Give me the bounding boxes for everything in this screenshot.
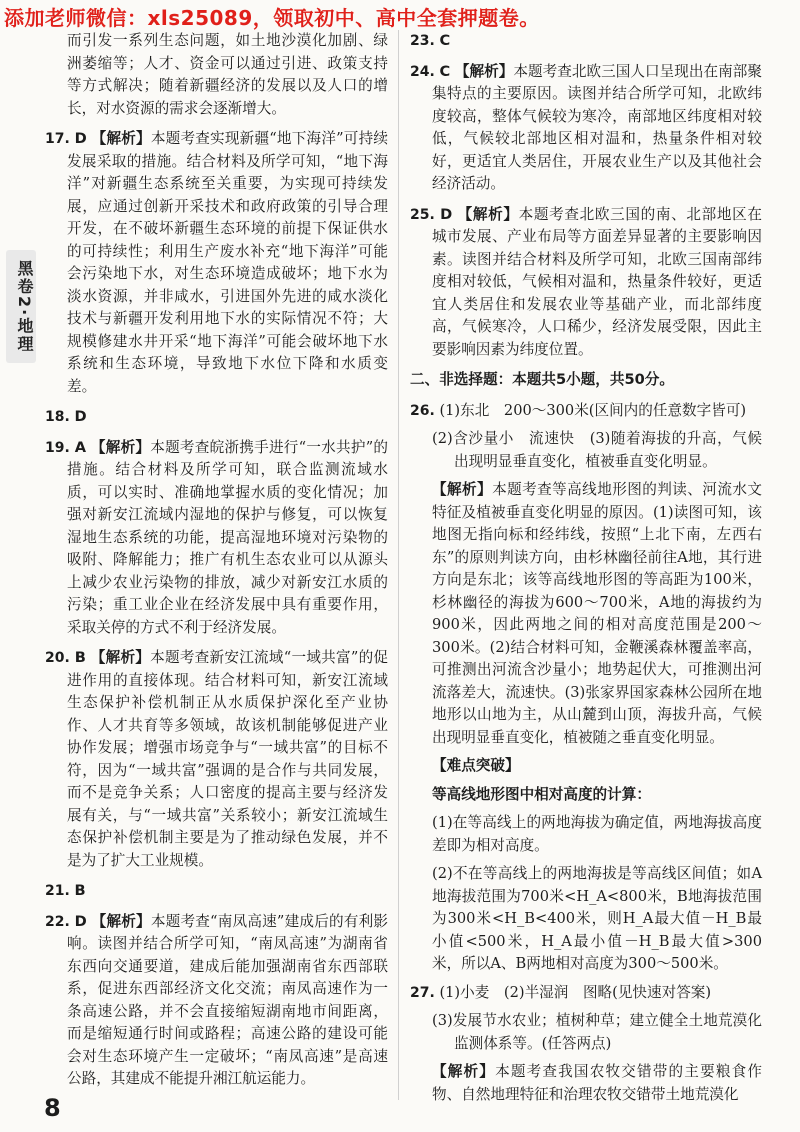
q-answer: B (74, 649, 86, 666)
column-divider (398, 30, 399, 1100)
answer-27 (410, 982, 762, 1107)
analysis-tag: 【解析】 (90, 438, 151, 456)
analysis-text: 本题考查皖浙携手进行“一水共护”的措施。结合材料及所学可知，联合监测流域水质，可以实时、准确地掌握水质的变化情况；加强对新安江流域内湿地的保护与修复，可以恢复湿地生态系统的功能，提高湿地环境对污染物的吸附、降解能力；推广有机生态农业可以从源头上减少农业污染物的排放，减少对新安江水质的污染；重工业企业在经济发展中具有重要作用，采取关停的方式不利于经济发展。 (67, 438, 388, 636)
answer-27-part1 (410, 982, 762, 1005)
analysis-tag: 【解析】 (90, 649, 151, 666)
answer-27-part2: (3)发展节水农业；植树种草；建立健全土地荒漠化监测体系等。(任答两点) (432, 1012, 762, 1052)
analysis-text: 本题考查北欧三国人口呈现出在南部聚集特点的主要原因。读图并结合所学可知，北欧纬度较高，整体气候较为寒冷，南部地区纬度相对较低，气候较北部地区相对温和，热量条件相对较好，更适宜人类居住，开展农业生产以及其他社会经济活动。 (432, 62, 762, 192)
answer-24 (410, 61, 762, 196)
q-number: 19. (45, 439, 70, 456)
analysis-tag: 【解析】 (432, 1063, 496, 1080)
answer-26-analysis (410, 479, 762, 749)
answer-25 (410, 204, 762, 362)
answer-26-part2: (2)含沙量小 流速快 (3)随着海拔的升高，气候出现明显垂直变化，植被垂直变化明显。 (432, 430, 762, 470)
q-answer: D (74, 130, 87, 147)
q-number: 23. (410, 33, 435, 49)
answer-23 (410, 30, 762, 53)
difficulty-tip-title: 【难点突破】 (432, 757, 520, 774)
q-answer: B (74, 882, 86, 899)
answer-text: (1)小麦 (2)半湿润 图略(见快速对答案) (439, 983, 712, 1001)
q-number: 24. (410, 63, 435, 80)
difficulty-tip-1: (1)在等高线上的两地海拔为确定值，两地海拔高度差即为相对高度。 (432, 814, 762, 854)
analysis-text: 本题考查新安江流域“一域共富”的促进作用的直接体现。结合材料可知，新安江流域生态保护补偿机制正从水质保护深化至产业协作、人才共育等多领域，故该机制能够促进产业协作发展；增强市场竞争与“一域共富”的目标不符，因为“一域共富”强调的是合作与共同发展，而不是竞争关系；人口密度的提高主要与经济发展有关，与“一域共富”关系较小；新安江流域生态保护补偿机制主要是为了推动绿色发展，并不是为了扩大工业规模。 (67, 649, 389, 869)
q-answer: D (74, 912, 87, 930)
analysis-tag: 【解析】 (457, 205, 519, 223)
answer-text: (1)东北 200～300米(区间内的任意数字皆可) (439, 401, 747, 419)
analysis-text: 本题考查实现新疆“地下海洋”可持续发展采取的措施。结合材料及所学可知，“地下海洋”对新疆生态系统至关重要，为实现可持续发展，应通过创新开采技术和政府政策的引导合理开发，在不破坏新疆生态环境的前提下保证供水的可持续性；利用生产废水补充“地下海洋”可能会污染地下水，对生态环境造成破坏；地下水为淡水资源，并非咸水，引进国外先进的咸水淡化技术与新疆开发利用地下水的实际情况不符；大规模修建水井开采“地下海洋”可能会破坏地下水系统和生态环境，导致地下水位下降和水质变差。 (67, 130, 388, 395)
page-number: 8 (44, 1094, 61, 1122)
difficulty-tip-2: (2)不在等高线上的两地海拔是等高线区间值；如A地海拔范围为700米<H_A<800米，B地海拔范围为300米<H_B<400米，则H_A最大值－H_B最小值<500米，H_A最小值－H_B最大值>300米，所以A、B两地相对高度为300～500米。 (432, 865, 762, 972)
q-number: 18. (45, 409, 70, 425)
answer-21 (45, 880, 388, 903)
analysis-tag: 【解析】 (91, 130, 151, 147)
analysis-tag: 【解析】 (454, 62, 514, 80)
q-number: 17. (45, 131, 70, 147)
side-label: 黑卷2·地理 (6, 250, 36, 363)
analysis-text: 本题考查北欧三国的南、北部地区在城市发展、产业布局等方面差异显著的主要影响因素。读图并结合材料及所学可知，北欧三国南部纬度相对较低，气候相对温和，热量条件较好，更适宜人类居住和发展农业等基础产业，而北部纬度高，气候寒冷，人口稀少，经济发展受限，因此主要影响因素为纬度位置。 (432, 205, 763, 358)
analysis-text: 本题考查我国农牧交错带的主要粮食作物、自然地理特征和治理农牧交错带土地荒漠化 (432, 1063, 762, 1103)
q-answer: C (439, 32, 451, 49)
right-column (410, 30, 763, 1103)
answer-26 (410, 400, 762, 976)
section-heading: 二、非选择题：本题共5小题，共50分。 (410, 371, 674, 388)
q-answer: D (440, 205, 453, 223)
q-answer: C (439, 62, 451, 80)
answer-17 (45, 128, 388, 398)
q-number: 21. (45, 883, 70, 899)
analysis-text: 本题考查等高线地形图的判读、河流水文特征及植被垂直变化明显的原因。(1)读图可知，该地图无指向标和经纬线，按照“上北下南，左西右东”的原则判读方向，由杉林幽径前往A地，其行进方向是东北；该等高线地形图的等高距为100米，杉林幽径的海拔为600～700米，A地的海拔约为900米，因此两地之间的相对高度范围是200～300米。(2)结合材料可知，金鞭溪森林覆盖率高，可推测出河流含沙量小；地势起伏大，可推测出河流落差大，流速快。(3)张家界国家森林公园所在地地形以山地为主，从山麓到山顶，海拔升高，气候出现明显垂直变化，植被随之垂直变化明显。 (432, 481, 762, 746)
difficulty-tip-subtitle: 等高线地形图中相对高度的计算： (432, 785, 651, 803)
answer-18 (45, 406, 388, 429)
analysis-text: 本题考查“南凤高速”建成后的有利影响。读图并结合所学可知，“南凤高速”为湖南省东西向交通要道，建成后能加强湖南省东西部联系，促进东西部经济文化交流；南凤高速作为一条高速公路，并不会直接缩短湖南地市间距离，而是缩短通行时间或路程；高速公路的建设可能会对生态环境产生一定破坏；“南凤高速”是高速公路，其建成不能提升湘江航运能力。 (67, 912, 388, 1087)
answer-26-part1 (410, 400, 762, 423)
answer-22 (45, 911, 388, 1091)
promo-banner: 添加老师微信：xls25089，领取初中、高中全套押题卷。 (4, 6, 540, 30)
q-answer: D (74, 408, 87, 425)
analysis-tag: 【解析】 (91, 912, 151, 930)
q-number: 26. (410, 402, 435, 419)
q16-continuation: 而引发一系列生态问题，如土地沙漠化加剧、绿洲萎缩等；人才、资金可以通过引进、政策支持等方式解决；随着新疆经济的发展以及人口的增长，对水资源的需求会逐渐增大。 (67, 32, 388, 117)
q-number: 27. (410, 984, 435, 1001)
q-answer: A (74, 438, 86, 456)
left-column (45, 30, 388, 1090)
answer-19 (45, 437, 388, 640)
answer-20 (45, 647, 388, 872)
analysis-tag: 【解析】 (432, 481, 493, 498)
q-number: 22. (45, 913, 70, 930)
q-number: 25. (410, 206, 435, 223)
q-number: 20. (45, 650, 70, 666)
answer-27-analysis (410, 1061, 762, 1106)
